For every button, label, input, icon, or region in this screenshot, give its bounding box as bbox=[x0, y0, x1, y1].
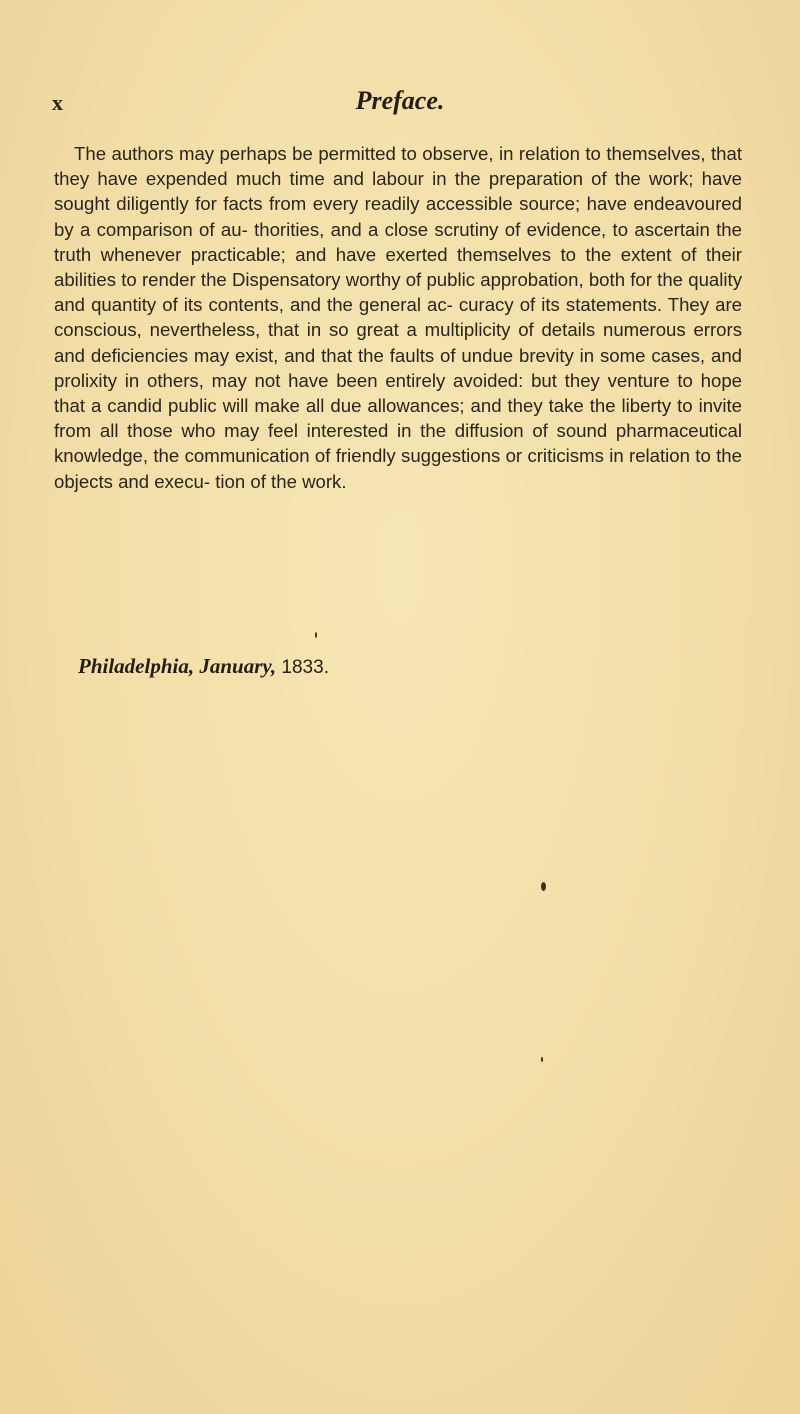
ink-speck bbox=[541, 1057, 543, 1062]
signature-place-date: Philadelphia, January, bbox=[78, 654, 277, 678]
ink-speck bbox=[315, 632, 317, 638]
ink-speck bbox=[541, 882, 546, 891]
signature-year: 1833. bbox=[281, 657, 329, 678]
page-number: x bbox=[52, 90, 63, 115]
running-head: Preface. bbox=[355, 86, 445, 115]
preface-paragraph: The authors may perhaps be permitted to observe, in relation to themselves, that they have expended much time and labour in the preparation of the work; have sought diligently for facts from every readily accessible source; have endeavoured by a comparison of au- thorities, and a close scrutiny of evidence, to ascertain the truth whenever practicable; and have exerted themselves to the extent of their abilities to render the Dispensatory worthy of public approbation, both for the quality and quantity of its contents, and the general ac- curacy of its statements. They are conscious, nevertheless, that in so great a multiplicity of details numerous errors and deficiencies may exist, and that the faults of undue brevity in some cases, and prolixity in others, may not have been entirely avoided: but they venture to hope that a candid public will make all due allowances; and they take the liberty to invite from all those who may feel interested in the diffusion of sound pharmaceutical knowledge, the communication of friendly suggestions or criticisms in relation to the objects and execu- tion of the work. bbox=[54, 143, 742, 492]
page-header bbox=[0, 84, 800, 124]
signature-line bbox=[78, 654, 329, 679]
